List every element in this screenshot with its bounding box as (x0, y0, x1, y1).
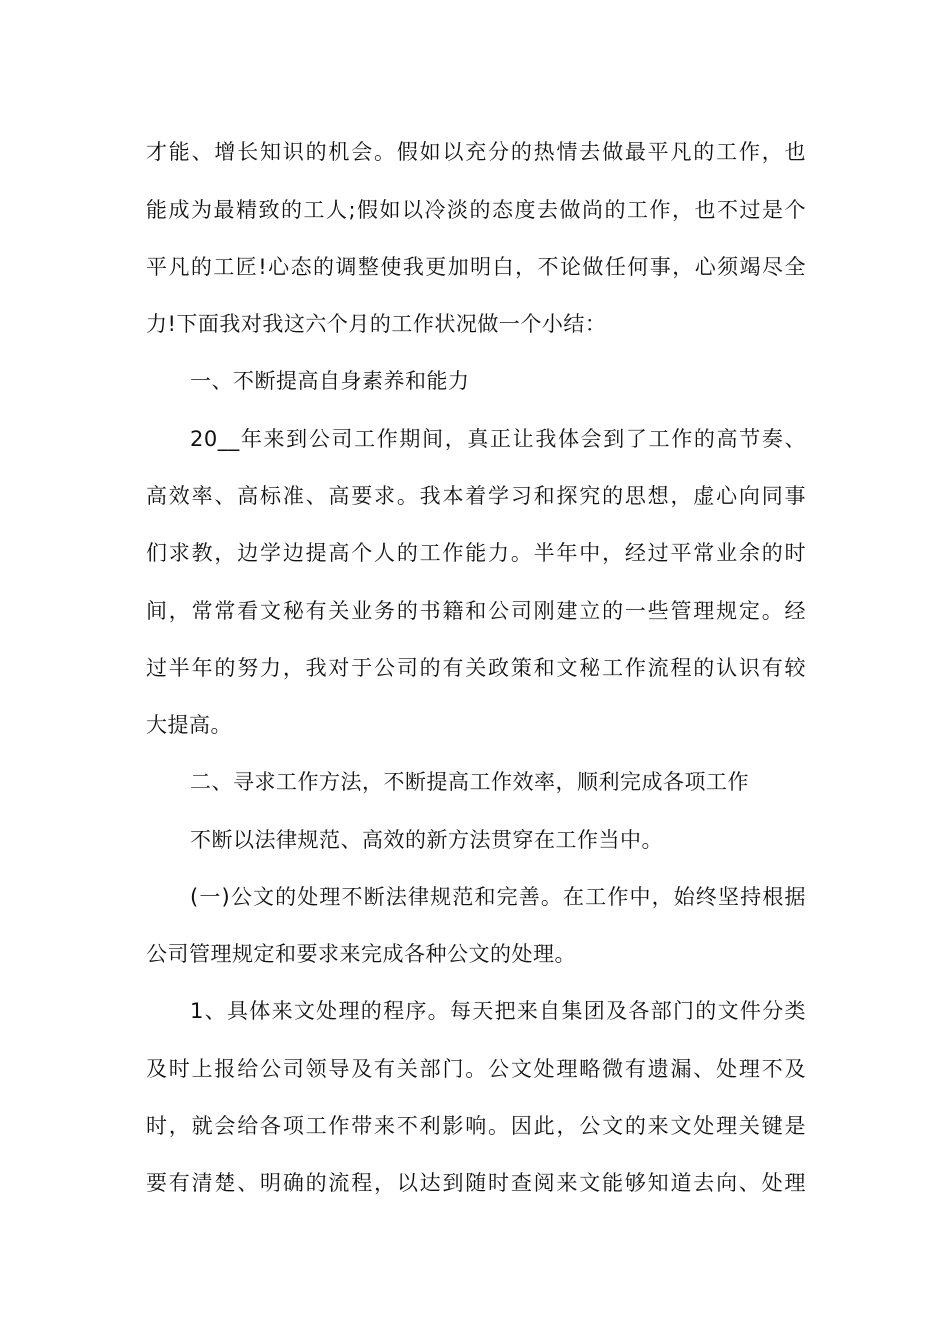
section-heading: 二、寻求工作方法，不断提高工作效率，顺利完成各项工作 (190, 770, 749, 794)
body-text-line: 高效率、高标准、高要求。我本着学习和探究的思想，虚心向同事 (146, 484, 806, 508)
section-heading: 一、不断提高自身素养和能力 (190, 369, 470, 393)
body-text-line: 及时上报给公司领导及有关部门。公文处理略微有遗漏、处理不及 (146, 1057, 806, 1081)
body-text-line: 们求教，边学边提高个人的工作能力。半年中，经过平常业余的时 (146, 541, 806, 565)
body-text-line: 能成为最精致的工人;假如以冷淡的态度去做尚的工作，也不过是个 (146, 198, 806, 222)
body-text-line: 过半年的努力，我对于公司的有关政策和文秘工作流程的认识有较 (146, 656, 806, 680)
body-text-line: 20__年来到公司工作期间，真正让我体会到了工作的高节奏、 (190, 427, 806, 451)
body-text-line: 才能、增长知识的机会。假如以充分的热情去做最平凡的工作，也 (146, 140, 806, 164)
body-text-line: 间，常常看文秘有关业务的书籍和公司刚建立的一些管理规定。经 (146, 599, 806, 623)
body-text-line: 1、具体来文处理的程序。每天把来自集团及各部门的文件分类 (190, 999, 806, 1023)
body-text-line: 不断以法律规范、高效的新方法贯穿在工作当中。 (190, 828, 663, 852)
body-text-line: 公司管理规定和要求来完成各种公文的处理。 (146, 942, 576, 966)
body-text-line: 时，就会给各项工作带来不利影响。因此，公文的来文处理关键是 (146, 1114, 806, 1138)
body-text-line: 要有清楚、明确的流程，以达到随时查阅来文能够知道去向、处理 (146, 1171, 806, 1195)
body-text-line: 力!下面我对我这六个月的工作状况做一个小结： (146, 312, 607, 336)
body-text-line: 平凡的工匠!心态的调整使我更加明白，不论做任何事，心须竭尽全 (146, 255, 806, 279)
body-text-line: (一)公文的处理不断法律规范和完善。在工作中，始终坚持根据 (190, 885, 806, 909)
body-text-line: 大提高。 (146, 713, 232, 737)
